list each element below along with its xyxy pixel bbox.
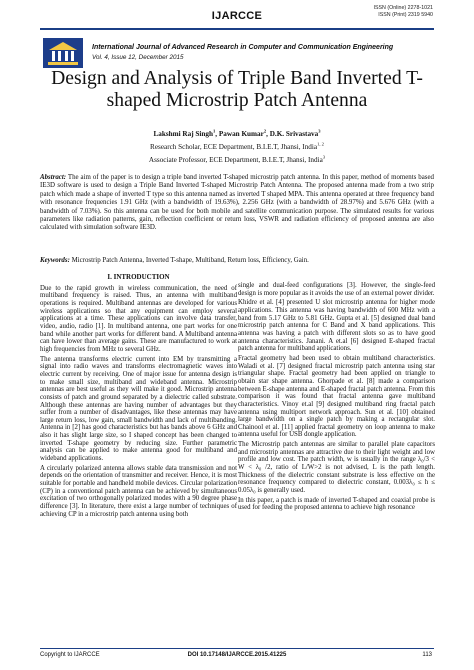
affiliation-2-text: Associate Professor, ECE Department, B.I.E.T, Jhansi, India xyxy=(148,156,323,164)
affiliation-1-text: Research Scholar, ECE Department, B.I.E.T, Jhansi, India xyxy=(150,143,318,151)
footer-rule xyxy=(40,648,434,649)
paper-title: Design and Analysis of Triple Band Inverted T-shaped Microstrip Patch Antenna xyxy=(51,68,423,111)
paragraph: In this paper, a patch is made of inverted T-shaped and coaxial probe is used for feeding the proposed antenna to achieve high resonance xyxy=(238,496,435,512)
paragraph: The Microstrip patch antennas are similar to parallel plate capacitors and microstrip antennas are attractive due to their light weight and low profile and low cost. The patch width, w is usually in the range λ₀/3 < W < λ₀ /2, ratio of L/W>2 is not advised, L is the path length. Thickness of the dielectric constant substrate is less effective on the resonance frequency compared to dielectric constant, 0.003λ₀ ≤ h ≤ 0.05λ₀ is generally used. xyxy=(238,441,435,495)
issn-online: ISSN (Online) 2278-1021 xyxy=(373,5,433,11)
author-2-sup: 2 xyxy=(263,128,267,134)
abstract-label: Abstract: xyxy=(40,174,67,181)
page-number: 113 xyxy=(422,652,432,658)
paragraph: Due to the rapid growth in wireless communication, the need of multiband frequency is raised. Thus, an antenna with multiband operations is required. Multiband antennas are developed for various wireless applications so that any equipment can employ several applications at a time. These applications can involve data transfer, video, audio, radio [1]. In multiband antenna, one part works for one band while another part works for different band. A Multiband antenna can have lower than average gains. These are manufactured to work at high frequencies from MHz to several GHz. xyxy=(40,284,237,353)
journal-name: International Journal of Advanced Research in Computer and Communication Engineering xyxy=(92,44,394,51)
journal-logo xyxy=(43,38,83,68)
author-3-sup: 3 xyxy=(318,128,321,134)
author-2: Pawan Kumar xyxy=(218,130,264,138)
section-heading: I. INTRODUCTION xyxy=(107,273,170,281)
issn-block xyxy=(374,5,433,19)
footer-doi: DOI 10.17148/IJARCCE.2015.41225 xyxy=(187,652,287,658)
paragraph: A circularly polarized antenna allows stable data transmission and not depends on the orientation of transmitter and receiver. Hence, it is most suitable for portable and handheld mobile devices. Circular polarization (CP) in a conventional patch antenna can be achieved by simultaneous excitation of two orthogonally polarized modes with a 90 degree phase difference [3]. In literature, there exist a large number of techniques of achieving CP in a microstrip patch antenna using both xyxy=(40,464,237,518)
journal-code: IJARCCE xyxy=(211,10,263,22)
footer-copyright: Copyright to IJARCCE xyxy=(40,652,100,658)
keywords xyxy=(40,257,434,265)
abstract xyxy=(40,174,434,233)
affiliation-1 xyxy=(40,143,434,151)
author-1: Lakshmi Raj Singh xyxy=(153,130,213,138)
author-line: Lakshmi Raj Singh$^1$, Pawan Kumar$^2$, D.K. Srivastava$^3$ xyxy=(153,128,321,138)
paragraph: single and dual-feed configurations [3]. However, the single-feed design is more popular as it avoids the use of an external power divider. xyxy=(238,282,435,297)
paragraph: Fractal geometry had been used to obtain multiband characteristics. Waladi et al. [7] designed fractal microstrip patch antenna using star triangular shape. Fractal geometry had been applied on triangle to obtain star shape antenna. Ghorpade et al. [8] made a comparison between E-shape antenna and E-shaped fractal patch antenna. From this comparison it was found that fractal antenna gave multiband characteristics. Vinoy et.al [9] designed multiband ring fractal patch antenna using multiport network approach. Sun et al. [10] obtained large bandwidth on a single patch by making a rectangular slot. Chainool et al. [11] applied fractal geometry on loop antenna to make antenna useful for USB dongle application. xyxy=(238,354,435,439)
left-column xyxy=(40,274,237,520)
paragraph: Khidre et al. [4] presented U slot microstrip antenna for higher mode applications. This antenna was having bandwidth of 600 MHz with a band from 5.17 GHz to 5.81 GHz. Gupta et al. [5] designed dual band microstrip patch antenna for C Band and X band applications. This antenna was having a patch with different slots so as to have good antenna characteristics. Janani. A et.al [6] designed E-shaped fractal patch antenna for multiband applications. xyxy=(238,299,435,353)
issn-print: ISSN (Print) 2319 5940 xyxy=(378,11,433,18)
affiliation-2 xyxy=(40,156,434,164)
affiliation-2-sup: 3 xyxy=(322,154,326,160)
journal-volume: Vol. 4, Issue 12, December 2015 xyxy=(92,54,184,61)
author-1-sup: 1 xyxy=(213,128,216,134)
author-3: D.K. Srivastava xyxy=(269,130,319,138)
abstract-text: The aim of the paper is to design a triple band inverted T-shaped microstrip patch antenna. In this paper, method of moments based IE3D software is used to design a Triple Band Inverted T-shaped Microstrip Patch Antenna. The proposed antenna made from a two strip patch which made a shape of inverted T type so this antenna named as inverted T shaped MPA. This antenna operated at three frequency band with resonance frequencies 1.91 GHz (with a bandwidth of 19.63%), 2.256 GHz (with a bandwidth of 28.97%) and 5.676 GHz (with a bandwidth of 7.03%). So this antenna can be used for both mobile and satellite communication purpose. The simulated results for various parameters like radiation patterns, gain, reflection coefficient or return loss, VSWR and radiation efficiency of proposed antenna are also calculated with simulation software IE3D. xyxy=(40,174,434,232)
keywords-label: Keywords: xyxy=(40,257,70,264)
affiliation-1-sup: 1, 2 xyxy=(317,141,324,147)
right-column xyxy=(238,282,435,514)
header-rule xyxy=(40,28,434,30)
paragraph: The antenna transforms electric current into EM by transmitting a signal into radio waves and transforms electromagnetic waves into electric current by receiving. One of major issue for antenna design is to make small size, multiband and wideband antenna. Microstrip antennas are best useful as they will make it good. Microstrip antenna consists of patch and ground separated by a dielectric called substrate. Although these antennas are having number of advantages but they suffer from a number of disadvantages, like these antennas may have large return loss, low gain, small bandwidth and lack of multibanding. Antenna in [2] has good characteristics but has bands above 6 GHz and also it has slight large size, so I shaped concept has been changed to inverted T-shape geometry by reducing size. Further parametric analysis can be applied to make antenna good for multiband and wideband applications. xyxy=(40,355,237,463)
keywords-text: Microstrip Patch Antenna, Inverted T-shape, Multiband, Return loss, Efficiency, Gain. xyxy=(69,257,309,264)
